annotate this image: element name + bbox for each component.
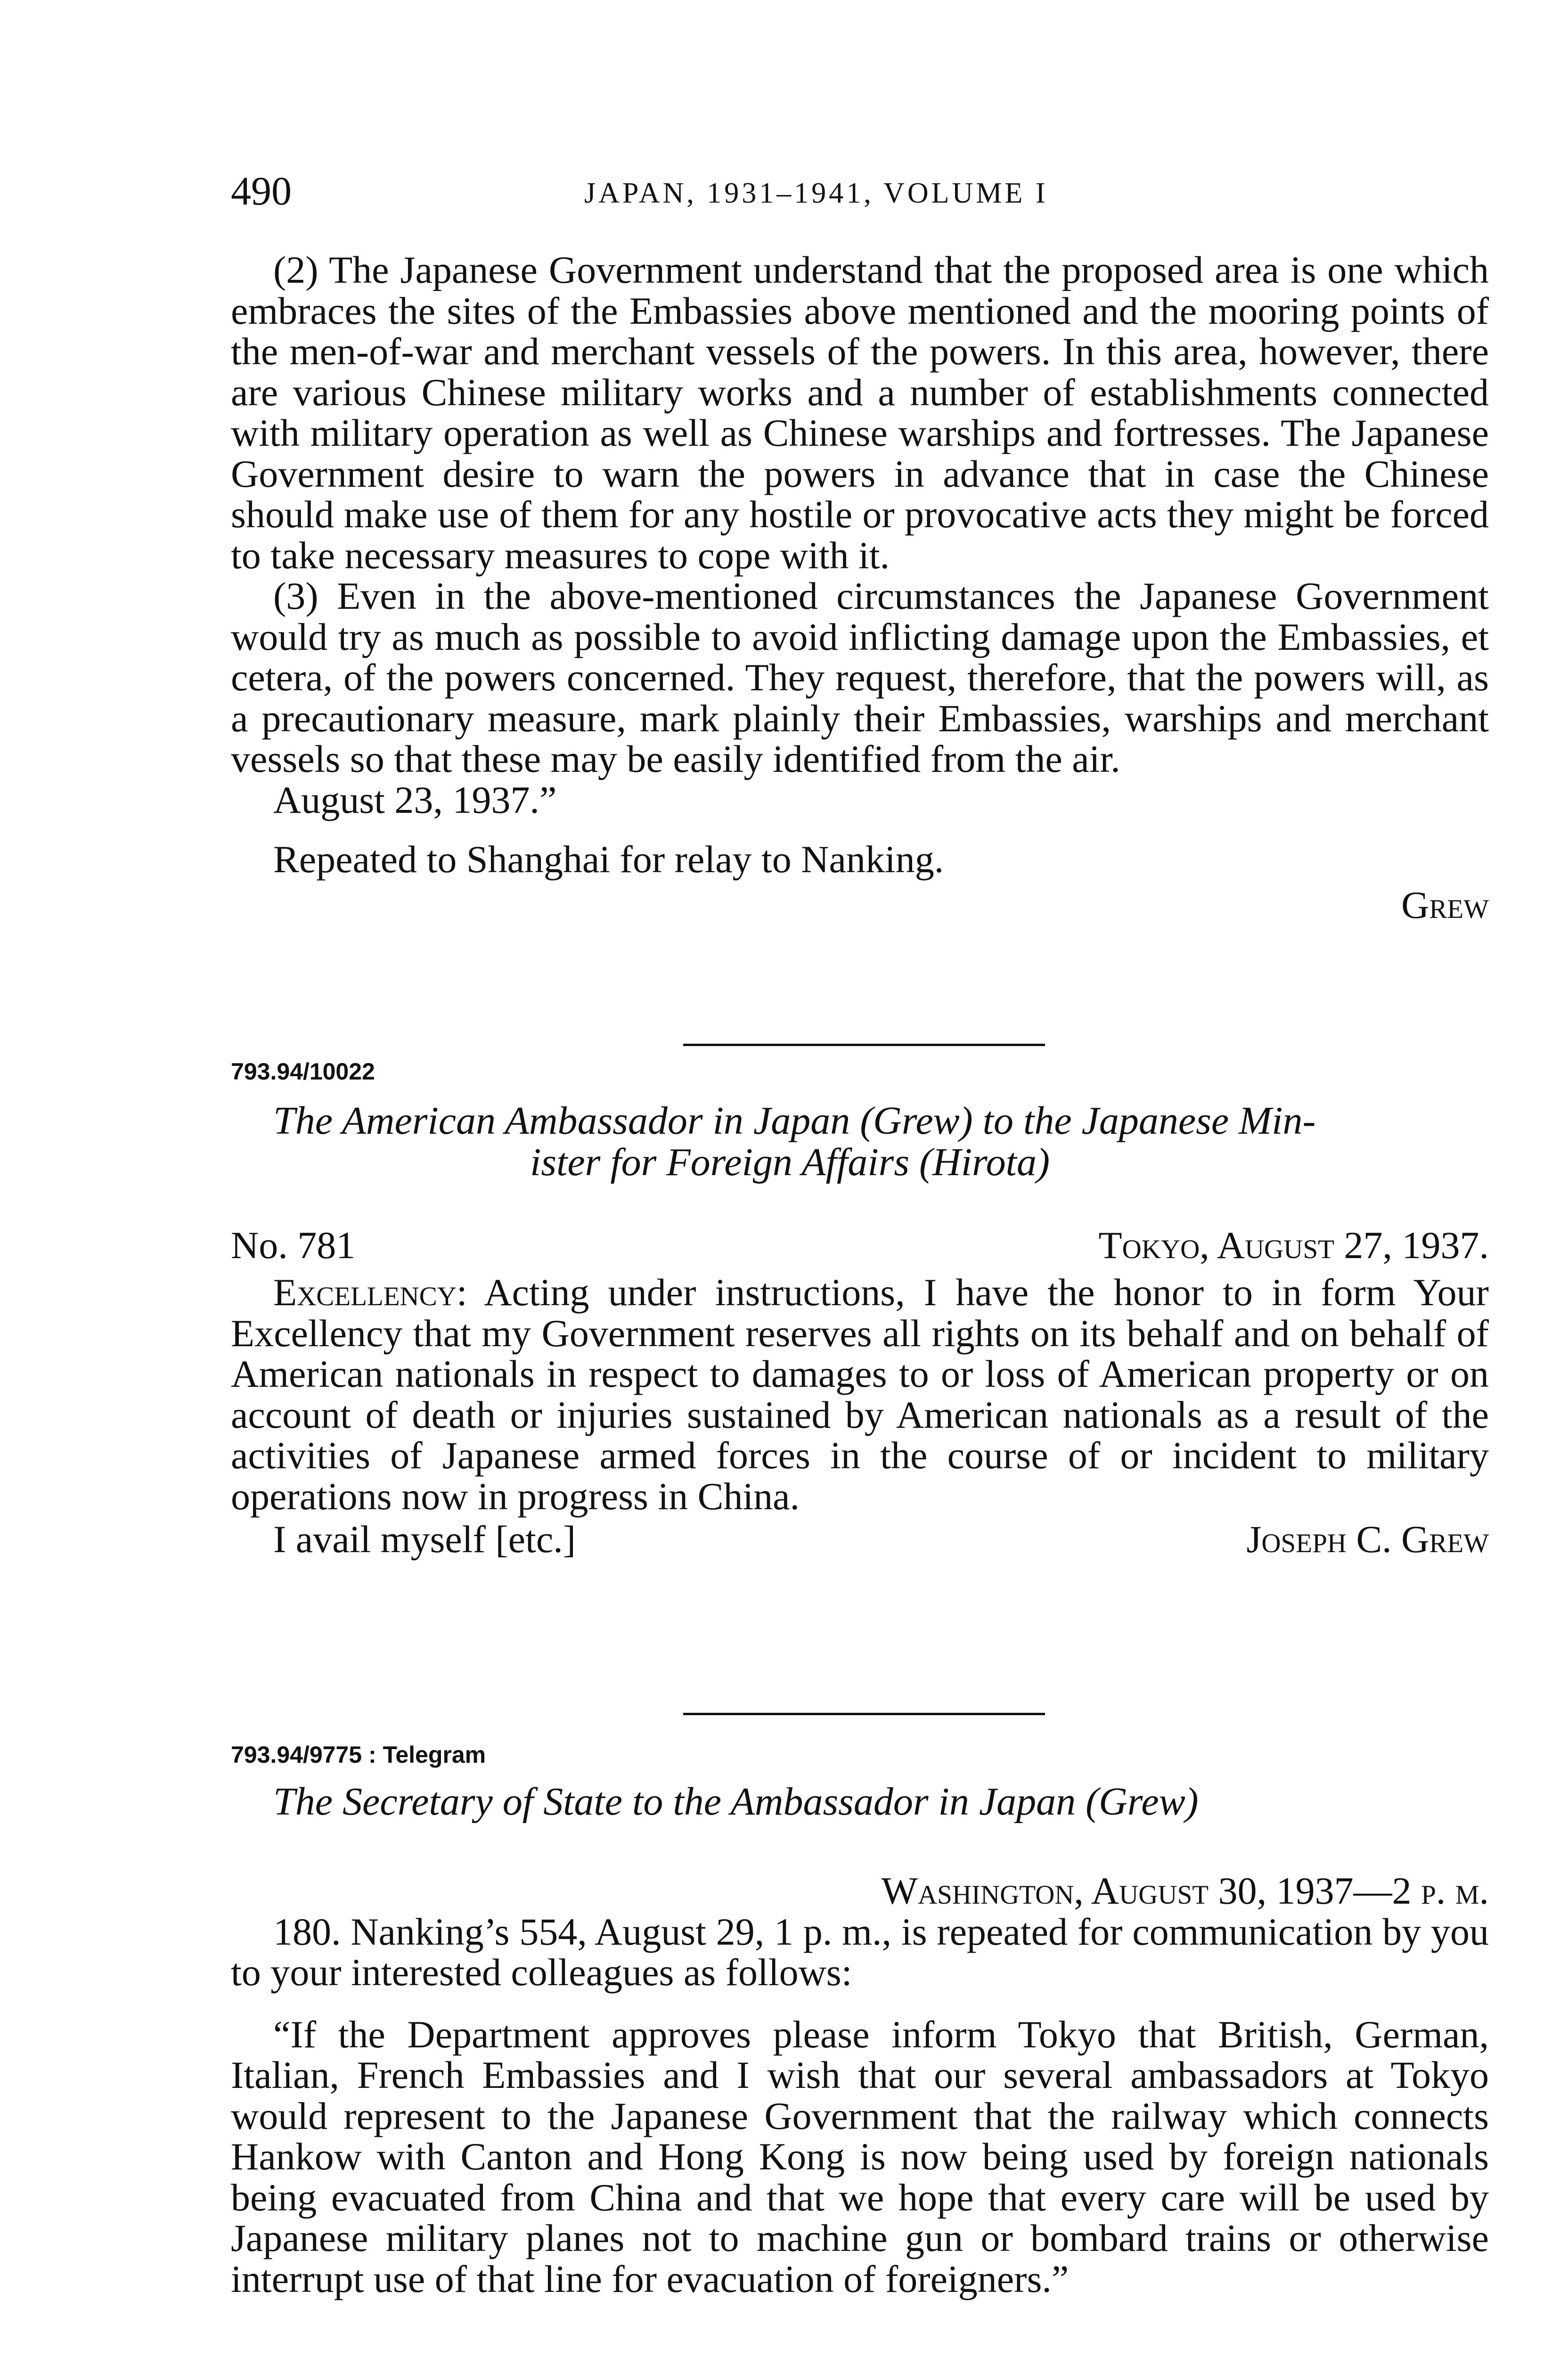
section-1-body xyxy=(231,250,1489,925)
note-body xyxy=(231,1272,1489,1517)
closing: I avail myself [etc.] xyxy=(273,1518,576,1561)
place-date: Tokyo, August 27, 1937. xyxy=(1098,1224,1489,1267)
section-3-body xyxy=(231,1871,1489,2299)
closing-row xyxy=(231,1519,1489,1566)
note-text: Acting under instructions, I have the honor to in form Your Excellency that my Government reserves all rights on its behalf and on behalf of American nationals in respect to damages to or loss of American property or on account of death or injuries sustained by American nationals as a result of the activities of Japanese armed forces in the course of or incident to military operations now in progress in China. xyxy=(231,1271,1489,1518)
section-divider xyxy=(683,1044,1045,1046)
title-line-2: ister for Foreign Affairs (Hirota) xyxy=(530,1140,1050,1184)
doc-header-row xyxy=(231,1225,1489,1272)
page-header xyxy=(231,167,1489,224)
telegram-body: 180. Nanking’s 554, August 29, 1 p. m., is repeated for communication by you to your interested colleagues as follows: xyxy=(231,1910,1489,1994)
place-date: Washington, August 30, 1937—2 p. m. xyxy=(881,1869,1489,1912)
file-number: 793.94/10022 xyxy=(231,1058,375,1085)
paragraph-3: (3) Even in the above-mentioned circumstances the Japanese Government would try as much as possible to avoid inflicting damage upon the Embassies, et cetera, of the powers concerned. They request, therefore, that the powers will, as a precautionary measure, mark plainly their Embassies, warships and merchant vessels so that these may be easily identified from the air. xyxy=(231,574,1489,780)
page-number: 490 xyxy=(231,168,292,213)
document-title xyxy=(273,1781,1489,1823)
title-line-1: The American Ambassador in Japan (Grew) to the Japanese Min- xyxy=(273,1099,1316,1143)
running-title: JAPAN, 1931–1941, VOLUME I xyxy=(584,177,1048,209)
file-number: 793.94/9775 : Telegram xyxy=(231,1742,486,1768)
section-2-body xyxy=(231,1225,1489,1566)
dispatch-date: August 23, 1937.” xyxy=(273,778,557,821)
document-number: No. 781 xyxy=(231,1224,356,1267)
quoted-message: “If the Department approves please inform Tokyo that British, German, Italian, French Embassies and I wish that our several ambassadors at Tokyo would represent to the Japanese Government that the railway which connects Hankow with Canton and Hong Kong is now being used by foreign nationals being evacuated from China and that we hope that every care will be used by Japanese military planes not to machine gun or bombard trains or otherwise interrupt use of that line for evacuation of foreigners.” xyxy=(231,2012,1489,2300)
title-line: The Secretary of State to the Ambassador in Japan (Grew) xyxy=(273,1780,1199,1824)
section-divider xyxy=(683,1713,1045,1715)
salutation: Excellency: xyxy=(273,1271,467,1314)
signature-joseph-grew: Joseph C. Grew xyxy=(1246,1518,1489,1561)
signature-grew: Grew xyxy=(1401,883,1489,926)
paragraph-2: (2) The Japanese Government understand that the proposed area is one which embraces the sites of the Embassies above mentioned and the mooring points of the men-of-war and merchant vessels of the powers. In this area, however, there are various Chinese military works and a number of establishments connected with military operation as well as Chinese warships and fortresses. The Japanese Government desire to warn the powers in advance that in case the Chinese should make use of them for any hostile or provocative acts they might be forced to take necessary measures to cope with it. xyxy=(231,248,1489,577)
repeated-note: Repeated to Shanghai for relay to Nanking. xyxy=(273,838,944,881)
document-title xyxy=(273,1100,1489,1183)
